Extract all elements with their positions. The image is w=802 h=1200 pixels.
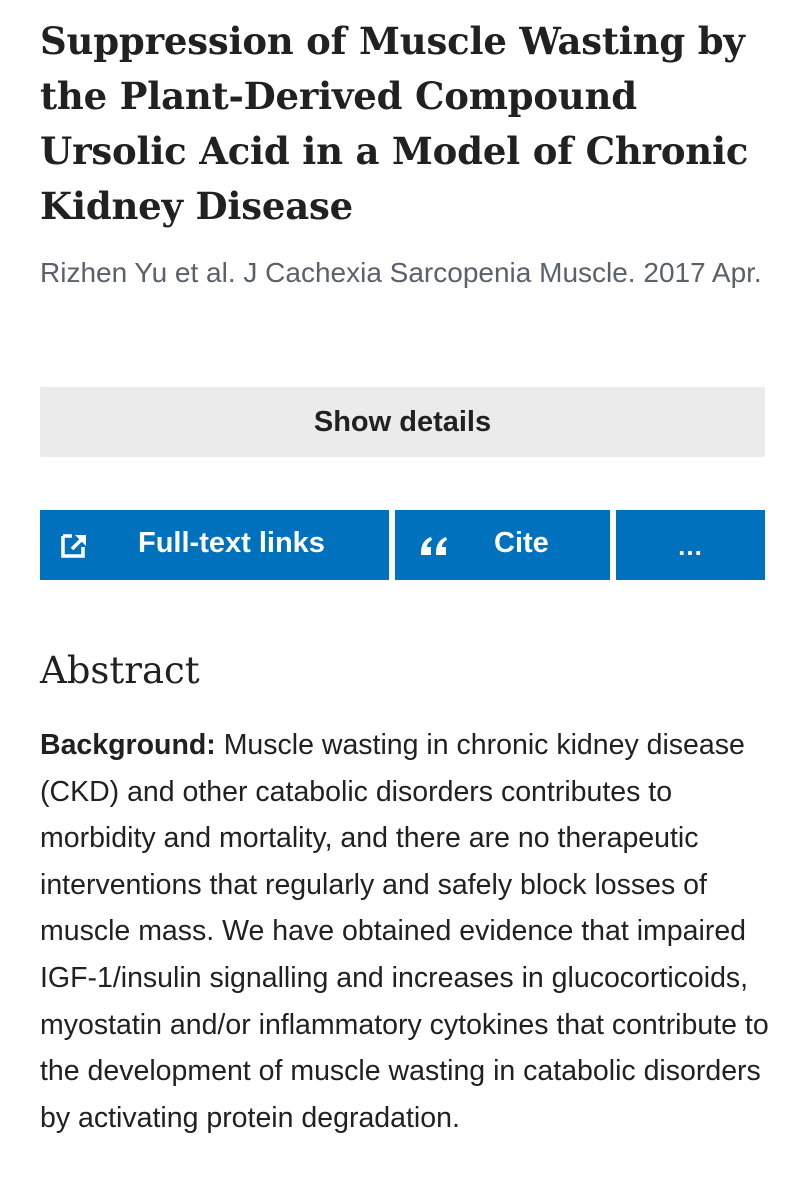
full-text-links-label: Full-text links: [138, 527, 325, 559]
background-text: Muscle wasting in chronic kidney disease (CKD) and other catabolic disorders contributes to morbidity and mortality, and there are no therapeutic interventions that regularly and safely block losses of muscle mass. We have obtained evidence that impaired IGF-1/insulin signalling and increases in glucocorticoids, myostatin and/or inflammatory cytokines that contribute to the development of muscle wasting in catabolic disorders by activating protein degradation.: [40, 729, 769, 1134]
more-actions-button[interactable]: [616, 510, 765, 580]
background-label: Background:: [40, 729, 216, 761]
more-actions-label: ...: [678, 530, 703, 561]
cite-label: Cite: [494, 527, 549, 559]
full-text-links-button[interactable]: [40, 510, 389, 580]
cite-button[interactable]: [395, 510, 610, 580]
show-details-button[interactable]: Show details: [40, 387, 765, 457]
external-link-icon: [60, 531, 90, 559]
article-title: Suppression of Muscle Wasting by the Plant-Derived Compound Ursolic Acid in a Model of Chronic Kidney Disease: [40, 19, 749, 228]
abstract-background: [40, 722, 770, 1141]
quote-icon: [419, 527, 449, 563]
article-citation: Rizhen Yu et al. J Cachexia Sarcopenia Muscle. 2017 Apr.: [40, 257, 762, 288]
abstract-heading: Abstract: [40, 649, 200, 692]
